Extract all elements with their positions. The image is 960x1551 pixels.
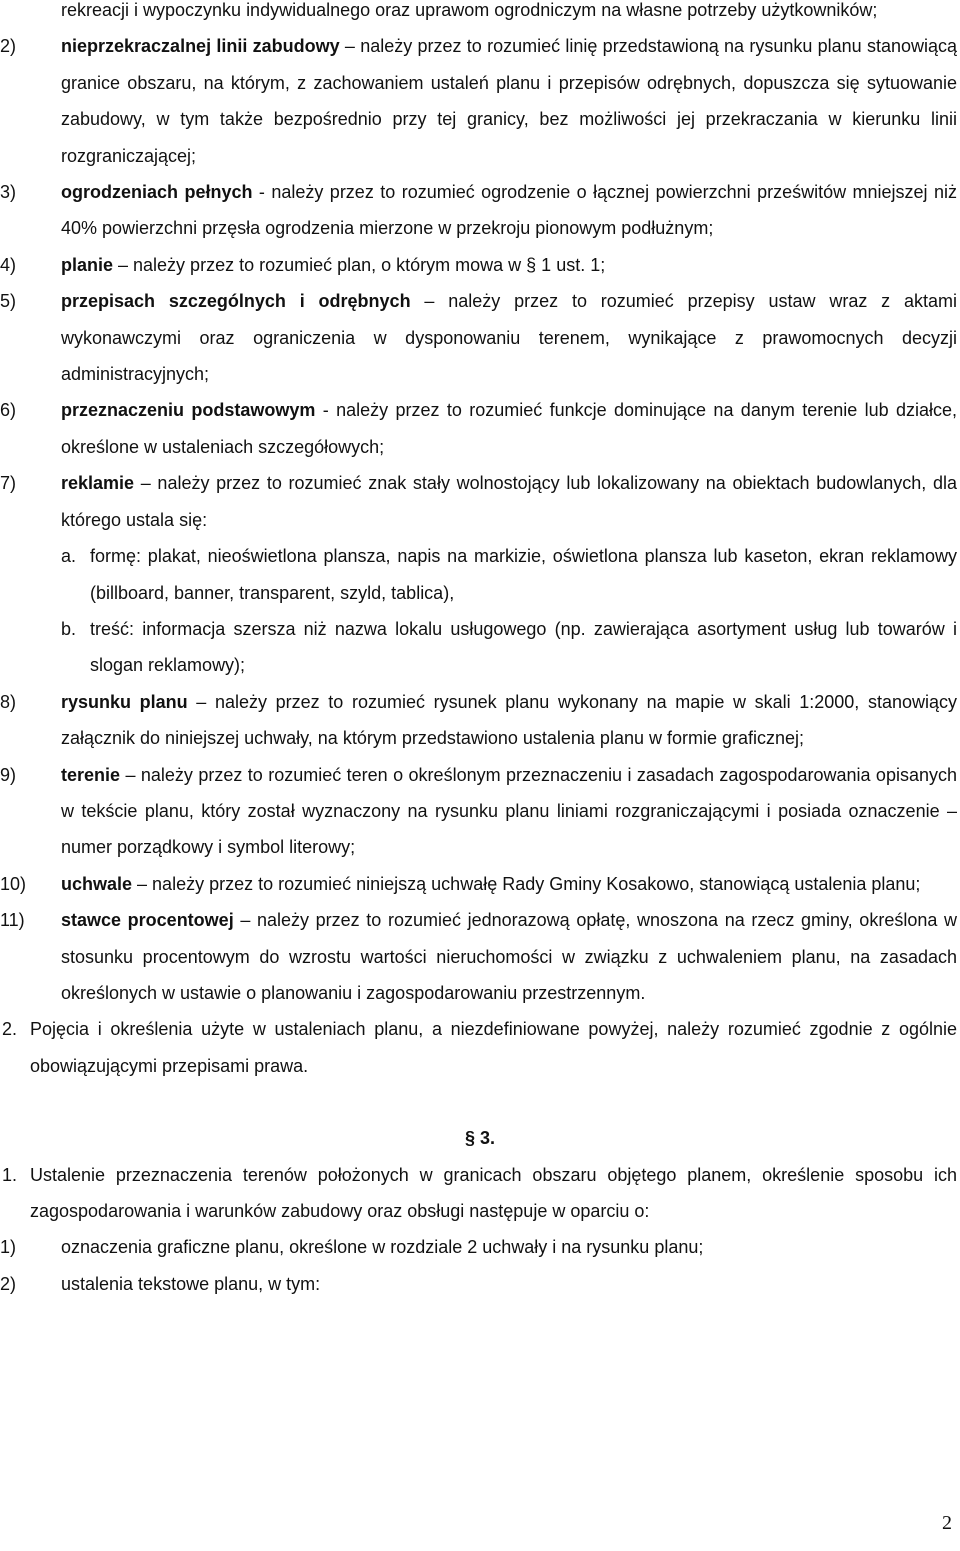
defined-term: stawce procentowej — [61, 910, 234, 931]
basis-list — [0, 1229, 960, 1302]
definition-item — [0, 247, 960, 283]
sub-item — [0, 538, 960, 611]
page-number: 2 — [942, 1511, 952, 1534]
item-number: 6) — [0, 400, 17, 421]
definition-text: - należy przez to rozumieć funkcje dominujące na danym terenie lub działce, określone w ustaleniach szczegółowych; — [61, 400, 957, 457]
definition-text: – należy przez to rozumieć plan, o którym mowa w § 1 ust. 1; — [113, 254, 606, 275]
item-number: 4) — [0, 254, 17, 275]
definition-item — [0, 902, 960, 1011]
item-number: 9) — [0, 764, 17, 785]
paragraph-1 — [0, 1157, 960, 1230]
item-number: 3) — [0, 182, 17, 203]
basis-text: ustalenia tekstowe planu, w tym: — [61, 1273, 321, 1294]
item-number: 5) — [0, 291, 17, 312]
defined-term: uchwale — [61, 873, 133, 894]
item-number: 2) — [0, 1273, 17, 1294]
definition-item — [0, 757, 960, 866]
definitions-list-continued — [0, 684, 960, 1012]
item-number: 2) — [0, 36, 17, 57]
paragraph-number: 1. — [2, 1164, 18, 1185]
definition-item — [0, 465, 960, 538]
definition-item — [0, 174, 960, 247]
definition-text: – należy przez to rozumieć rysunek planu wykonany na mapie w skali 1:2000, stanowiący załącznik do niniejszej uchwały, na którym przedstawiono ustalenia planu w formie graficznej; — [61, 691, 957, 749]
item-number: 11) — [0, 910, 25, 931]
section-title: § 3. — [464, 1128, 496, 1149]
defined-term: ogrodzeniach pełnych — [61, 182, 253, 203]
defined-term: planie — [61, 254, 114, 275]
definition-text: – należy przez to rozumieć jednorazową opłatę, wnoszona na rzecz gminy, określona w stosunku procentowym do wzrostu wartości nieruchomości w związku z uchwaleniem planu, na zasadach określonych w ustawie o planowaniu i zagospodarowaniu przestrzennym. — [61, 910, 957, 1003]
defined-term: terenie — [61, 764, 121, 785]
definition-text: – należy przez to rozumieć linię przedstawioną na rysunku planu stanowiącą granice obszaru, na którym, z zachowaniem ustaleń planu i przepisów odrębnych, dopuszcza się sytuowanie zabudowy, w tym także bezpośrednio przy tej granicy, bez możliwości jej przekraczania w kierunku linii rozgraniczającej; — [61, 36, 957, 166]
definition-item — [0, 866, 960, 902]
sub-item-text: treść: informacja szersza niż nazwa lokalu usługowego (np. zawierająca asortyment usług lub towarów i slogan reklamowy); — [90, 618, 957, 676]
definition-item — [0, 392, 960, 465]
definition-text: – należy przez to rozumieć teren o określonym przeznaczeniu i zasadach zagospodarowania opisanych w tekście planu, który został wyznaczony na rysunku planu liniami rozgraniczającymi i posiada oznaczenie – numer porządkowy i symbol literowy; — [61, 764, 957, 858]
sub-item-letter: a. — [61, 546, 77, 567]
defined-term: przepisach szczególnych i odrębnych — [61, 291, 411, 312]
continued-text: rekreacji i wypoczynku indywidualnego oraz uprawom ogrodniczym na własne potrzeby użytkowników; — [61, 0, 878, 20]
defined-term: nieprzekraczalnej linii zabudowy — [61, 36, 340, 57]
item-number: 7) — [0, 473, 17, 494]
advert-subitems — [0, 538, 960, 684]
paragraph-text: Ustalenie przeznaczenia terenów położonych w granicach obszaru objętego planem, określenie sposobu ich zagospodarowania i warunków zabudowy oraz obsługi następuje w oparciu o: — [30, 1164, 957, 1221]
basis-item — [0, 1266, 960, 1302]
definition-text: – należy przez to rozumieć przepisy ustaw wraz z aktami wykonawczymi oraz ograniczenia w dysponowaniu terenem, wynikające z prawomocnych decyzji administracyjnych; — [61, 291, 958, 385]
sub-item-text: formę: plakat, nieoświetlona plansza, napis na markizie, oświetlona plansza lub kaseton, ekran reklamowy (billboard, banner, transparent, szyld, tablica), — [90, 546, 957, 603]
defined-term: przeznaczeniu podstawowym — [61, 400, 316, 421]
paragraph-number: 2. — [2, 1019, 18, 1040]
definition-text: - należy przez to rozumieć ogrodzenie o łącznej powierzchni prześwitów mniejszej niż 40% powierzchni przęsła ogrodzenia mierzone w przekroju pionowym podłużnym; — [61, 182, 958, 239]
basis-item — [0, 1229, 960, 1265]
item-number: 8) — [0, 691, 17, 712]
defined-term: reklamie — [61, 473, 135, 494]
definition-item — [0, 283, 960, 392]
definitions-list — [0, 28, 960, 538]
paragraph-text: Pojęcia i określenia użyte w ustaleniach planu, a niezdefiniowane powyżej, należy rozumieć zgodnie z ogólnie obowiązującymi przepisami prawa. — [30, 1019, 957, 1076]
defined-term: rysunku planu — [61, 691, 188, 712]
definition-item — [0, 28, 960, 174]
definition-text: – należy przez to rozumieć znak stały wolnostojący lub lokalizowany na obiektach budowlanych, dla którego ustala się: — [61, 473, 957, 530]
sub-item-letter: b. — [61, 618, 77, 639]
definition-text: – należy przez to rozumieć niniejszą uchwałę Rady Gminy Kosakowo, stanowiącą ustalenia planu; — [132, 873, 921, 894]
basis-text: oznaczenia graficzne planu, określone w rozdziale 2 uchwały i na rysunku planu; — [61, 1237, 704, 1258]
item-number: 10) — [0, 873, 27, 894]
sub-item — [0, 611, 960, 684]
item-number: 1) — [0, 1237, 17, 1258]
definition-item — [0, 684, 960, 757]
paragraph-2 — [0, 1011, 960, 1084]
